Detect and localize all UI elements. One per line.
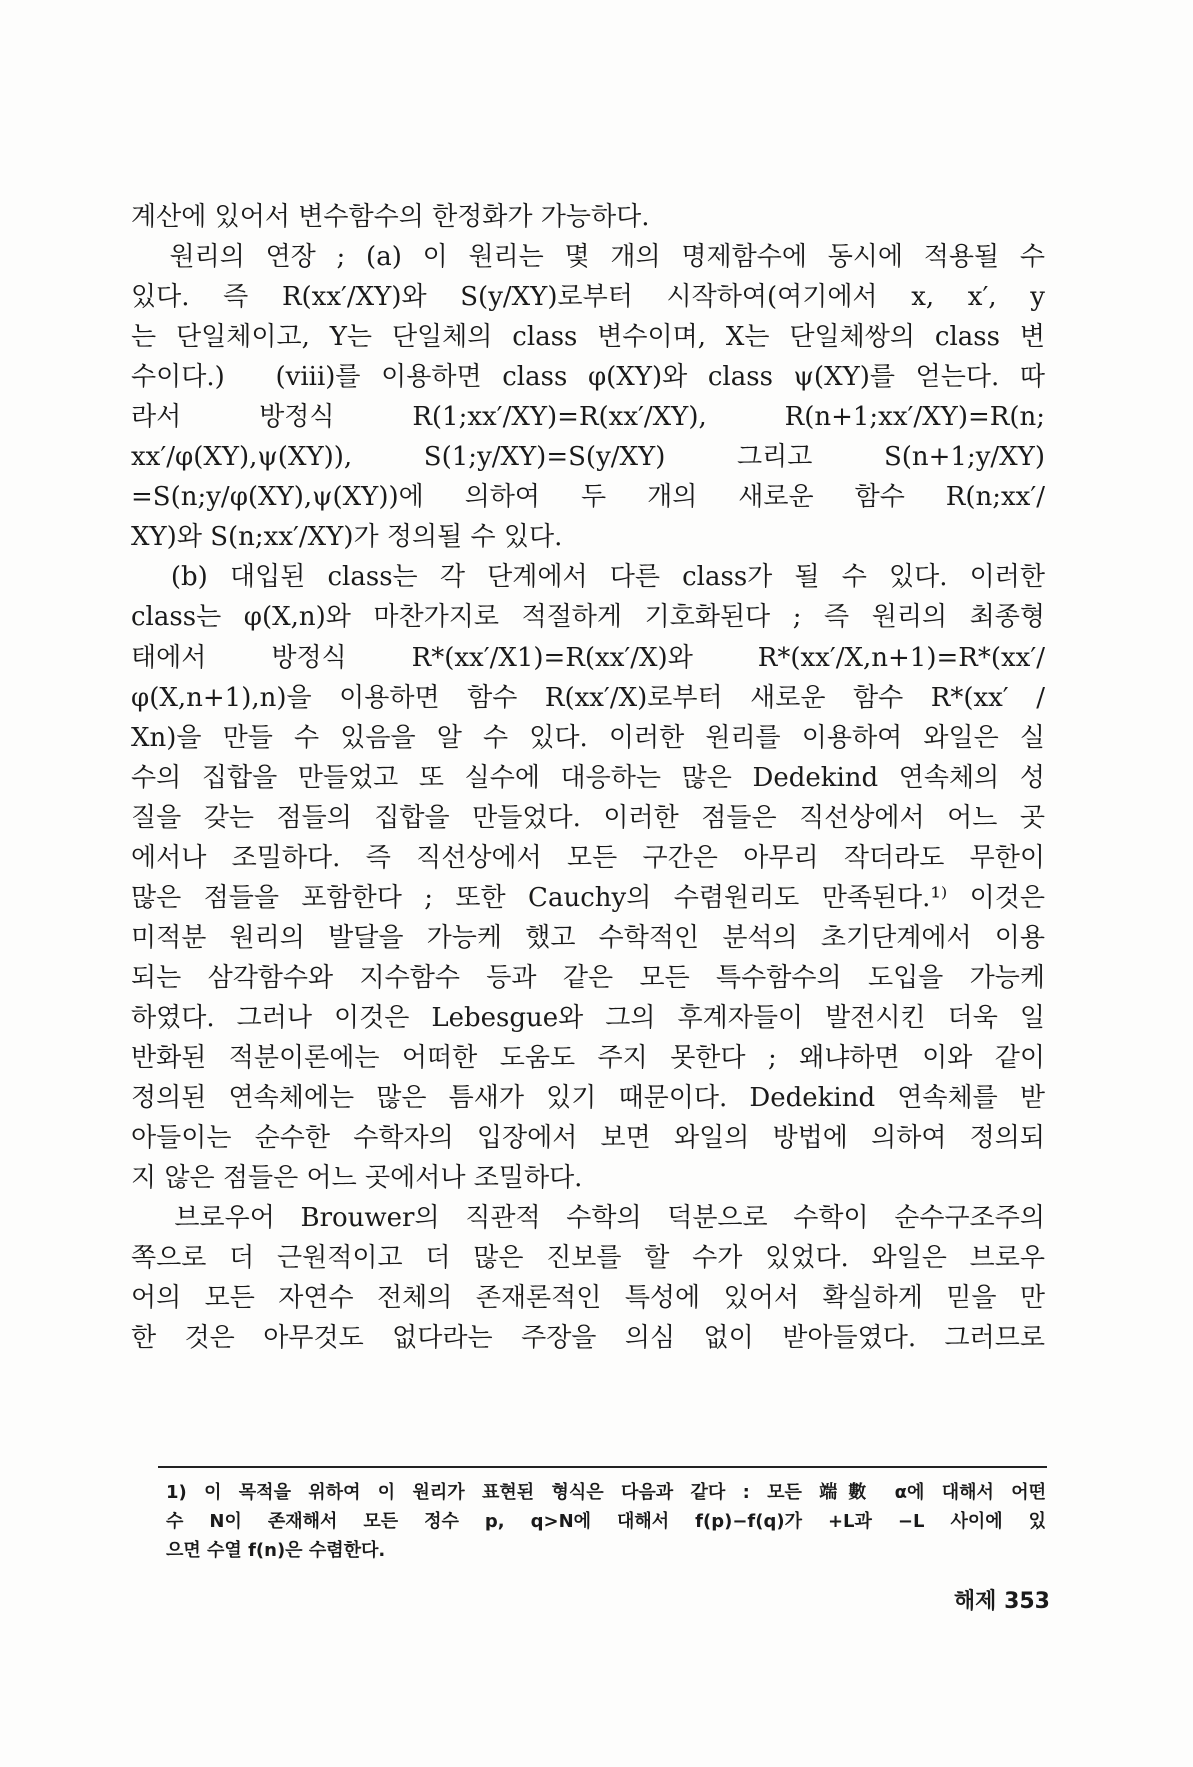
text-line: 수의 집합을 만들었고 또 실수에 대응하는 많은 Dedekind 연속체의 성 (131, 762, 1045, 793)
text-line: class는 φ(X,n)와 마찬가지로 적절하게 기호화된다 ; 즉 원리의 최종형 (131, 602, 1045, 633)
text-line: 계산에 있어서 변수함수의 한정화가 가능하다. (131, 202, 650, 232)
text-line: 되는 삼각함수와 지수함수 등과 같은 모든 특수함수의 도입을 가능케 (131, 962, 1045, 993)
footnote-line: 으면 수열 f(n)은 수렴한다. (166, 1540, 386, 1561)
text-line: 질을 갖는 점들의 집합을 만들었다. 이러한 점들은 직선상에서 어느 곳 (131, 802, 1045, 833)
footnote (166, 1478, 1046, 1565)
text-line: 태에서 방정식 R*(xx′/X1)=R(xx′/X)와 R*(xx′/X,n+1)=R*(xx′/ (131, 642, 1045, 673)
text-line: 아들이는 순수한 수학자의 입장에서 보면 와일의 방법에 의하여 정의되 (131, 1123, 1045, 1154)
page-footer (880, 1584, 1050, 1615)
text-line: (b) 대입된 class는 각 단계에서 다른 class가 될 수 있다. 이러한 (131, 562, 1045, 593)
body-text (131, 197, 1045, 1358)
footnote-divider (158, 1466, 1047, 1468)
text-line: 하였다. 그러나 이것은 Lebesgue와 그의 후계자들이 발전시킨 더욱 일 (131, 1002, 1045, 1033)
text-line: 반화된 적분이론에는 어떠한 도움도 주지 못한다 ; 왜냐하면 이와 같이 (131, 1042, 1045, 1073)
text-line: 브로우어 Brouwer의 직관적 수학의 덕분으로 수학이 순수구조주의 (131, 1203, 1045, 1234)
text-line: 정의된 연속체에는 많은 틈새가 있기 때문이다. Dedekind 연속체를 받 (131, 1083, 1045, 1114)
section-label: 해제 (953, 1589, 997, 1614)
text-line: 라서 방정식 R(1;xx′/XY)=R(xx′/XY), R(n+1;xx′/XY)=R(n; (131, 402, 1045, 433)
footnote-line: 수 N이 존재해서 모든 정수 p, q>N에 대해서 f(p)−f(q)가 +L과 −L 사이에 있 (166, 1511, 1046, 1532)
text-line: xx′/φ(XY),ψ(XY)), S(1;y/XY)=S(y/XY) 그리고 S(n+1;y/XY) (131, 442, 1045, 473)
text-line: 쪽으로 더 근원적이고 더 많은 진보를 할 수가 있었다. 와일은 브로우 (131, 1243, 1045, 1274)
text-line: Xn)을 만들 수 있음을 알 수 있다. 이러한 원리를 이용하여 와일은 실 (131, 722, 1045, 753)
text-line: 있다. 즉 R(xx′/XY)와 S(y/XY)로부터 시작하여(여기에서 x, x′, y (131, 282, 1045, 313)
text-line: 한 것은 아무것도 없다라는 주장을 의심 없이 받아들였다. 그러므로 (131, 1323, 1045, 1354)
text-line: 미적분 원리의 발달을 가능케 했고 수학적인 분석의 초기단계에서 이용 (131, 922, 1045, 953)
text-line: 수이다.) (viii)를 이용하면 class φ(XY)와 class ψ(XY)를 얻는다. 따 (131, 362, 1045, 393)
page-number: 353 (1004, 1589, 1050, 1614)
text-line: 는 단일체이고, Y는 단일체의 class 변수이며, X는 단일체쌍의 class 변 (131, 322, 1045, 353)
footnote-line: 1) 이 목적을 위하여 이 원리가 표현된 형식은 다음과 같다 : 모든 端數 α에 대해서 어떤 (166, 1482, 1046, 1503)
text-line: φ(X,n+1),n)을 이용하면 함수 R(xx′/X)로부터 새로운 함수 R*(xx′ / (131, 682, 1045, 713)
text-line: 에서나 조밀하다. 즉 직선상에서 모든 구간은 아무리 작더라도 무한이 (131, 842, 1045, 873)
text-line: XY)와 S(n;xx′/XY)가 정의될 수 있다. (131, 522, 563, 553)
text-line: 많은 점들을 포함한다 ; 또한 Cauchy의 수렴원리도 만족된다.¹⁾ 이것은 (131, 882, 1045, 913)
text-line: 원리의 연장 ; (a) 이 원리는 몇 개의 명제함수에 동시에 적용될 수 (131, 242, 1045, 273)
text-line: =S(n;y/φ(XY),ψ(XY))에 의하여 두 개의 새로운 함수 R(n;xx′/ (131, 482, 1045, 513)
text-line: 지 않은 점들은 어느 곳에서나 조밀하다. (131, 1163, 583, 1194)
text-line: 어의 모든 자연수 전체의 존재론적인 특성에 있어서 확실하게 믿을 만 (131, 1283, 1045, 1314)
